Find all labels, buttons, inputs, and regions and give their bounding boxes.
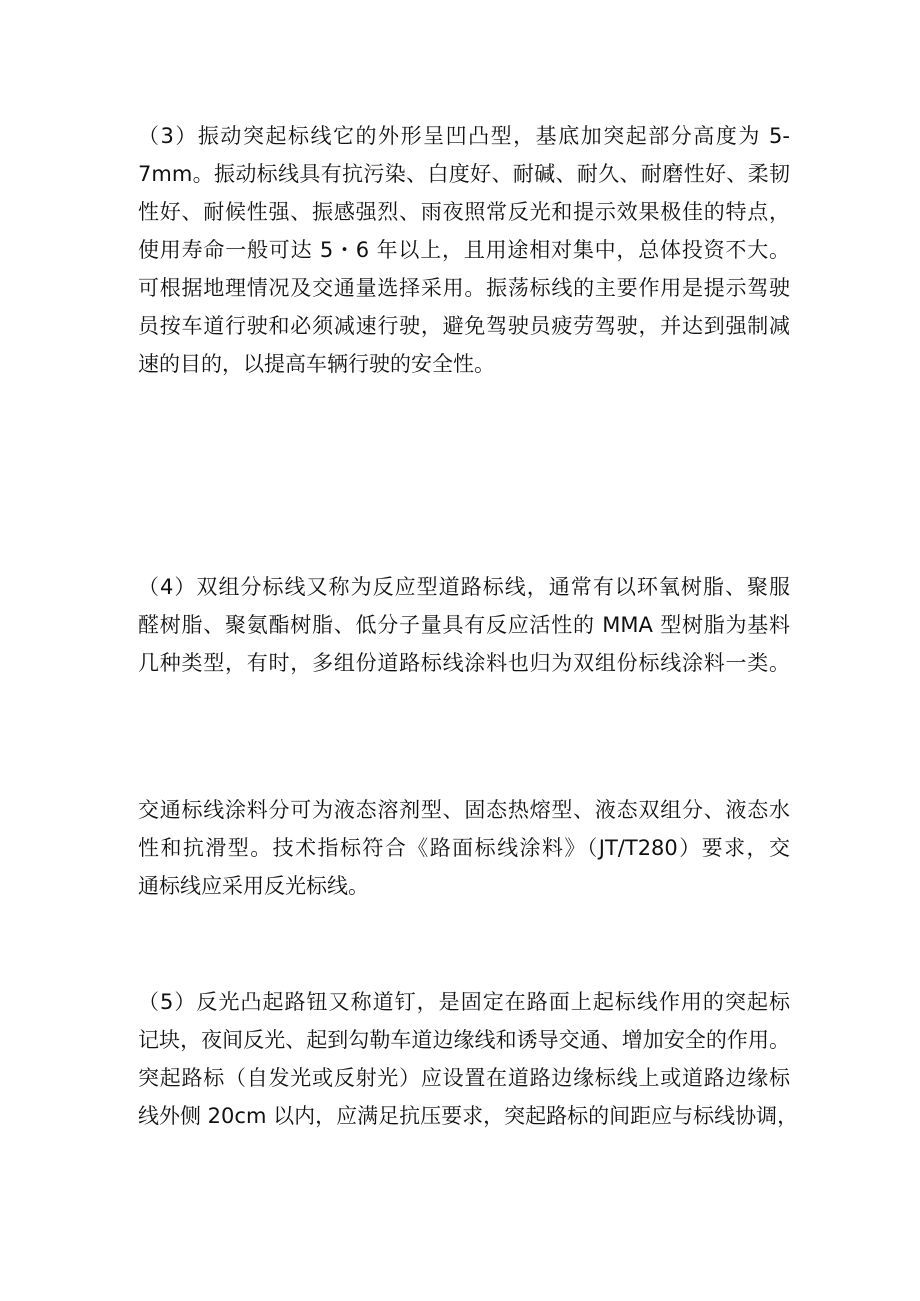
text-line: 通标线应采用反光标线。 bbox=[138, 874, 369, 898]
text-line: 线外侧 20cm 以内，应满足抗压要求，突起路标的间距应与标线协调， bbox=[138, 1104, 799, 1128]
text-line: （4）双组分标线又称为反应型道路标线，通常有以环氧树脂、聚服 bbox=[138, 575, 790, 599]
text-line: 交通标线涂料分可为液态溶剂型、固态热熔型、液态双组分、液态水 bbox=[138, 798, 790, 822]
text-line: 几种类型，有时，多组份道路标线涂料也归为双组份标线涂料一类。 bbox=[138, 651, 790, 675]
text-line: 员按车道行驶和必须减速行驶，避免驾驶员疲劳驾驶，并达到强制减 bbox=[138, 314, 790, 338]
text-line: （3）振动突起标线它的外形呈凹凸型，基底加突起部分高度为 5- bbox=[138, 124, 790, 148]
text-line: 突起路标（自发光或反射光）应设置在道路边缘标线上或道路边缘标 bbox=[138, 1066, 790, 1090]
text-line: 7mm。振动标线具有抗污染、白度好、耐碱、耐久、耐磨性好、柔韧 bbox=[138, 162, 790, 186]
paragraph-vibration-marking bbox=[138, 117, 790, 383]
text-line: 速的目的，以提高车辆行驶的安全性。 bbox=[138, 352, 495, 376]
text-line: 使用寿命一般可达 5・6 年以上，且用途相对集中，总体投资不大。 bbox=[138, 238, 790, 262]
paragraph-raised-pavement-marker bbox=[138, 983, 799, 1135]
paragraph-two-component-marking bbox=[138, 568, 790, 682]
text-line: （5）反光凸起路钮又称道钉，是固定在路面上起标线作用的突起标 bbox=[138, 990, 790, 1014]
text-line: 记块，夜间反光、起到勾勒车道边缘线和诱导交通、增加安全的作用。 bbox=[138, 1028, 790, 1052]
paragraph-paint-classification bbox=[138, 791, 790, 905]
text-line: 可根据地理情况及交通量选择采用。振荡标线的主要作用是提示驾驶 bbox=[138, 276, 790, 300]
text-line: 性好、耐候性强、振感强烈、雨夜照常反光和提示效果极佳的特点， bbox=[138, 200, 790, 224]
text-line: 性和抗滑型。技术指标符合《路面标线涂料》（JT/T280）要求，交 bbox=[138, 836, 790, 860]
text-line: 醛树脂、聚氨酯树脂、低分子量具有反应活性的 MMA 型树脂为基料 bbox=[138, 613, 790, 637]
